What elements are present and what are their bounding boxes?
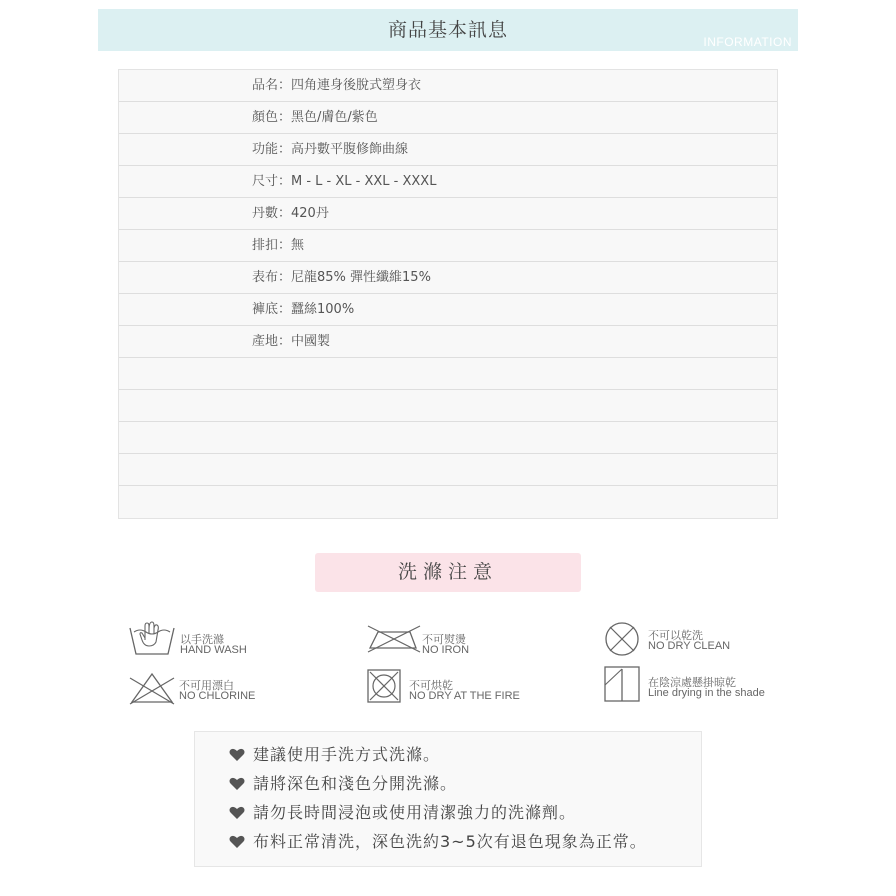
care-no-dry-clean — [603, 620, 773, 660]
no-iron-icon — [366, 620, 422, 656]
care-cn: 不可以乾洗 — [648, 629, 703, 642]
care-no-tumble-dry — [366, 668, 526, 708]
spec-row-empty — [119, 358, 777, 390]
no-chlorine-icon — [128, 670, 176, 706]
care-en: NO CHLORINE — [179, 690, 256, 702]
wash-banner — [315, 553, 581, 592]
care-en: NO DRY AT THE FIRE — [409, 690, 520, 702]
care-cn: 不可熨燙 — [422, 633, 466, 646]
spec-row-empty — [119, 454, 777, 486]
care-cn: 以手洗滌 — [180, 633, 224, 646]
no-tumble-dry-icon — [366, 668, 402, 704]
hand-wash-icon — [128, 620, 176, 658]
spec-text: 尺寸：M - L - XL - XXL - XXXL — [252, 174, 437, 189]
spec-row-denier — [119, 198, 777, 230]
spec-row-empty — [119, 422, 777, 454]
care-en: NO IRON — [422, 644, 470, 656]
care-en: Line drying in the shade — [648, 687, 765, 699]
note-text: 建議使用手洗方式洗滌。 — [253, 745, 441, 764]
spec-text: 褲底：蠶絲100% — [252, 302, 355, 317]
care-no-iron — [366, 620, 506, 660]
spec-row-origin — [119, 326, 777, 358]
heart-icon — [229, 777, 245, 791]
spec-text: 排扣：無 — [252, 238, 305, 253]
info-banner — [98, 9, 798, 51]
care-en: HAND WASH — [180, 644, 247, 656]
spec-row-buttons — [119, 230, 777, 262]
wash-notes — [194, 731, 702, 867]
spec-row-name — [119, 70, 777, 102]
spec-text: 顏色：黑色/膚色/紫色 — [252, 110, 378, 125]
info-subtitle: INFORMATION — [703, 35, 792, 49]
heart-icon — [229, 748, 245, 762]
care-no-chlorine — [128, 670, 278, 710]
care-cn: 不可用漂白 — [179, 679, 234, 692]
care-line-dry-shade — [603, 665, 778, 705]
spec-text: 品名：四角連身後脫式塑身衣 — [252, 78, 422, 93]
note-text: 請勿長時間浸泡或使用清潔強力的洗滌劑。 — [253, 803, 577, 822]
line-dry-shade-icon — [603, 665, 643, 705]
spec-text: 表布：尼龍85% 彈性纖維15% — [252, 270, 431, 285]
spec-row-crotch — [119, 294, 777, 326]
note-text: 請將深色和淺色分開洗滌。 — [253, 774, 458, 793]
spec-row-fabric — [119, 262, 777, 294]
heart-icon — [229, 806, 245, 820]
care-hand-wash — [128, 620, 268, 660]
spec-text: 功能：高丹數平腹修飾曲線 — [252, 142, 409, 157]
spec-row-empty — [119, 390, 777, 422]
spec-row-function — [119, 134, 777, 166]
info-title: 商品基本訊息 — [387, 19, 508, 41]
care-cn: 在陰涼處懸掛晾乾 — [648, 676, 736, 689]
care-en: NO DRY CLEAN — [648, 640, 731, 652]
spec-table — [118, 69, 778, 519]
no-dry-clean-icon — [603, 620, 643, 658]
spec-text: 產地：中國製 — [252, 334, 331, 349]
heart-icon — [229, 835, 245, 849]
spec-row-color — [119, 102, 777, 134]
care-cn: 不可烘乾 — [409, 679, 453, 692]
spec-text: 丹數：420丹 — [252, 206, 329, 221]
note-text: 布料正常清洗，深色洗約3~5次有退色現象為正常。 — [253, 832, 647, 851]
spec-row-size — [119, 166, 777, 198]
spec-row-empty — [119, 486, 777, 518]
wash-title: 洗滌注意 — [397, 561, 498, 583]
